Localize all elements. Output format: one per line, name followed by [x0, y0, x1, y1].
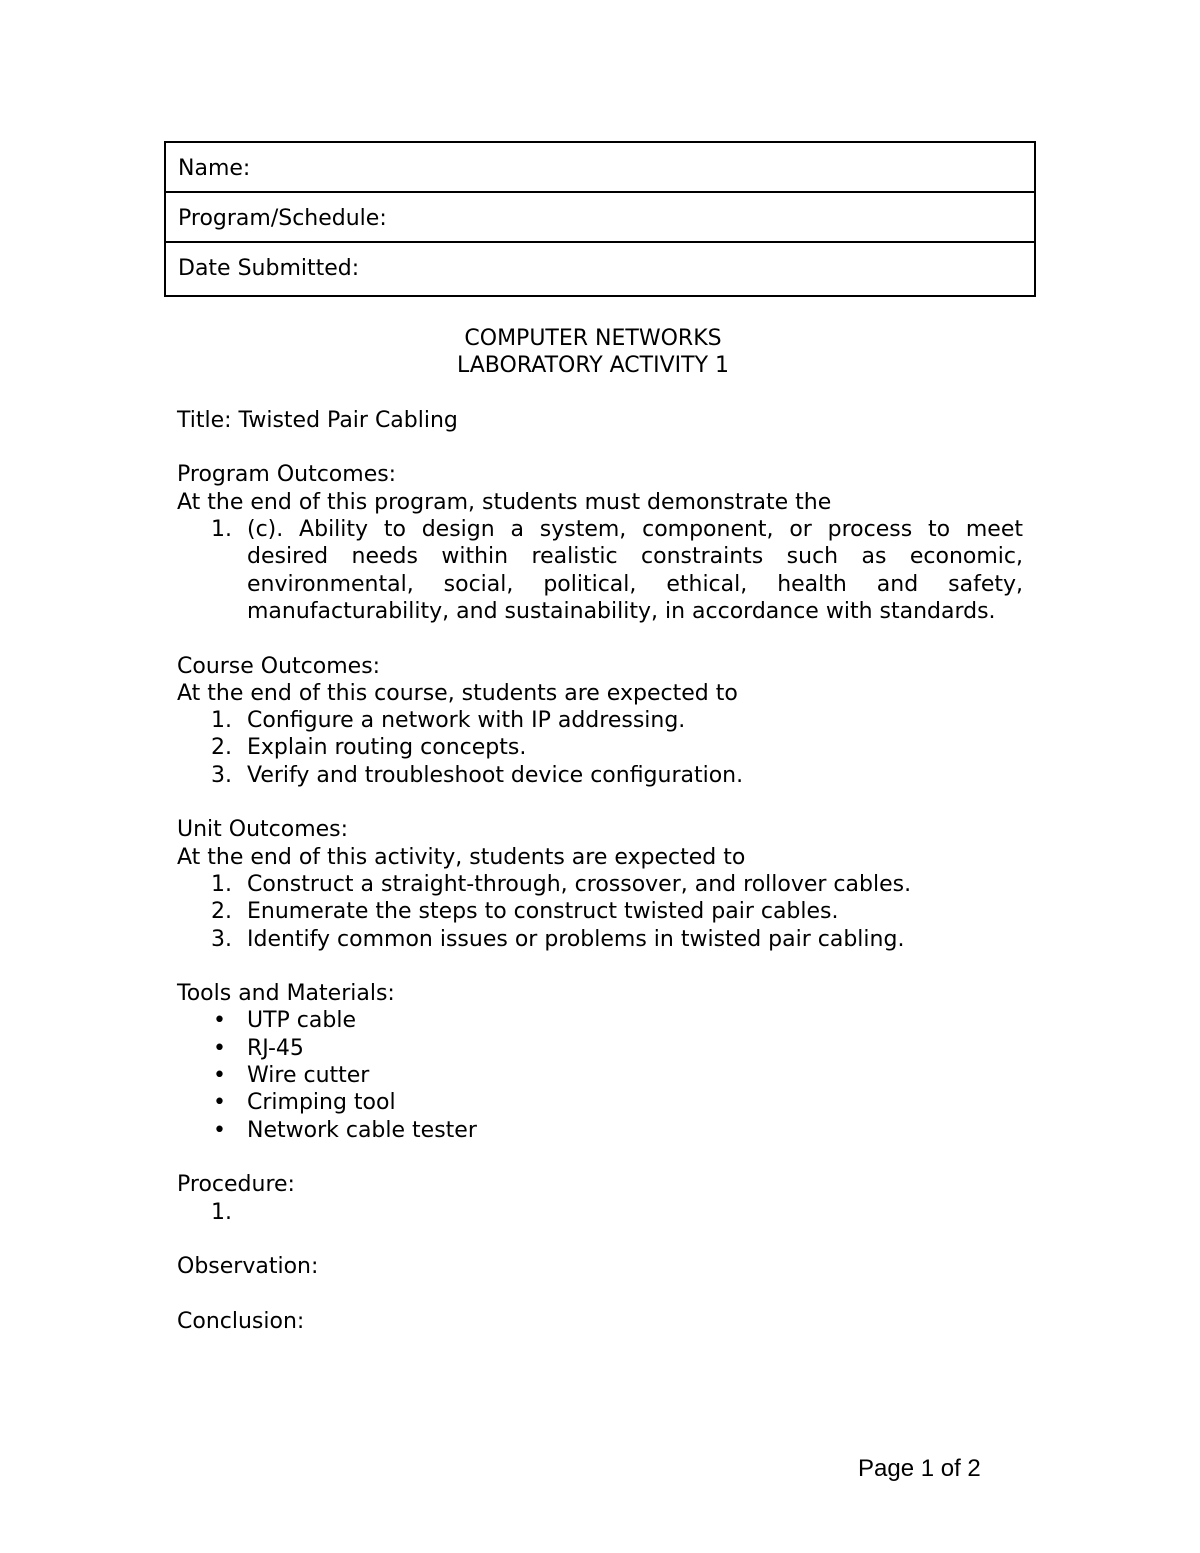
list-item: [177, 516, 1023, 625]
list-item-text: (c). Ability to design a system, component, or process to meet desired needs within realistic constraints such as economic, environmental, social, political, ethical, health and safety, manufacturability, and sustainability, in accordance with standards.: [247, 517, 1023, 624]
list-item: [177, 762, 1023, 789]
list-marker: 3.: [211, 762, 232, 788]
tools-heading: Tools and Materials:: [177, 981, 395, 1007]
list-item-text: [247, 1200, 254, 1225]
conclusion-heading: Conclusion:: [177, 1308, 305, 1334]
program-outcomes-intro: At the end of this program, students must demonstrate the: [177, 489, 832, 515]
list-item: [177, 734, 1023, 761]
document-body: [177, 325, 1023, 1335]
lab-title: Title: Twisted Pair Cabling: [177, 407, 458, 433]
list-item-text: Identify common issues or problems in twisted pair cabling.: [247, 926, 905, 952]
list-item-text: Network cable tester: [247, 1117, 477, 1143]
list-marker: 2.: [211, 899, 232, 925]
list-item-text: Enumerate the steps to construct twisted pair cables.: [247, 899, 839, 925]
observation-heading: Observation:: [177, 1254, 319, 1280]
page-number: Page 1 of 2: [858, 1455, 981, 1482]
list-item-text: Explain routing concepts.: [247, 735, 527, 761]
bullet-icon: •: [213, 1117, 226, 1143]
list-item-text: RJ-45: [247, 1035, 304, 1061]
list-marker: 1.: [211, 1199, 232, 1225]
course-outcomes-list: [177, 707, 1023, 789]
list-item: [177, 707, 1023, 734]
list-item-text: Crimping tool: [247, 1090, 396, 1116]
list-item: [177, 1117, 1023, 1144]
unit-outcomes-intro: At the end of this activity, students are expected to: [177, 844, 746, 870]
course-outcomes-heading: Course Outcomes:: [177, 653, 381, 679]
list-item: [177, 871, 1023, 898]
date-submitted-label: Date Submitted:: [178, 256, 360, 281]
unit-outcomes-list: [177, 871, 1023, 953]
list-item-text: UTP cable: [247, 1008, 356, 1034]
program-outcomes-heading: Program Outcomes:: [177, 462, 397, 488]
procedure-heading: Procedure:: [177, 1172, 295, 1198]
course-title: COMPUTER NETWORKS: [464, 326, 722, 351]
unit-outcomes-heading: Unit Outcomes:: [177, 817, 349, 843]
list-item-text: Construct a straight-through, crossover, and rollover cables.: [247, 871, 912, 897]
procedure-list: [177, 1199, 1023, 1226]
list-item: [177, 898, 1023, 925]
program-schedule-label: Program/Schedule:: [178, 206, 387, 231]
list-item: [177, 1089, 1023, 1116]
name-field-row: [166, 143, 1034, 193]
list-marker: 1.: [211, 708, 232, 734]
list-item: [177, 1199, 1023, 1226]
program-schedule-field-row: [166, 193, 1034, 243]
bullet-icon: •: [213, 1063, 226, 1089]
course-outcomes-intro: At the end of this course, students are expected to: [177, 680, 738, 706]
list-item-text: Wire cutter: [247, 1063, 370, 1089]
bullet-icon: •: [213, 1008, 226, 1034]
program-outcomes-list: [177, 516, 1023, 625]
tools-list: [177, 1007, 1023, 1143]
list-item: [177, 1007, 1023, 1034]
list-item: [177, 926, 1023, 953]
list-item-text: Verify and troubleshoot device configuration.: [247, 762, 744, 788]
list-item-text: Configure a network with IP addressing.: [247, 708, 686, 734]
list-marker: 1.: [211, 517, 232, 543]
date-submitted-field-row: [166, 243, 1034, 295]
activity-title: LABORATORY ACTIVITY 1: [457, 353, 729, 379]
list-marker: 2.: [211, 735, 232, 761]
list-item: [177, 1035, 1023, 1062]
list-item: [177, 1062, 1023, 1089]
name-label: Name:: [178, 156, 251, 181]
list-marker: 1.: [211, 871, 232, 897]
bullet-icon: •: [213, 1090, 226, 1116]
student-info-table: [164, 141, 1036, 297]
bullet-icon: •: [213, 1035, 226, 1061]
list-marker: 3.: [211, 926, 232, 952]
